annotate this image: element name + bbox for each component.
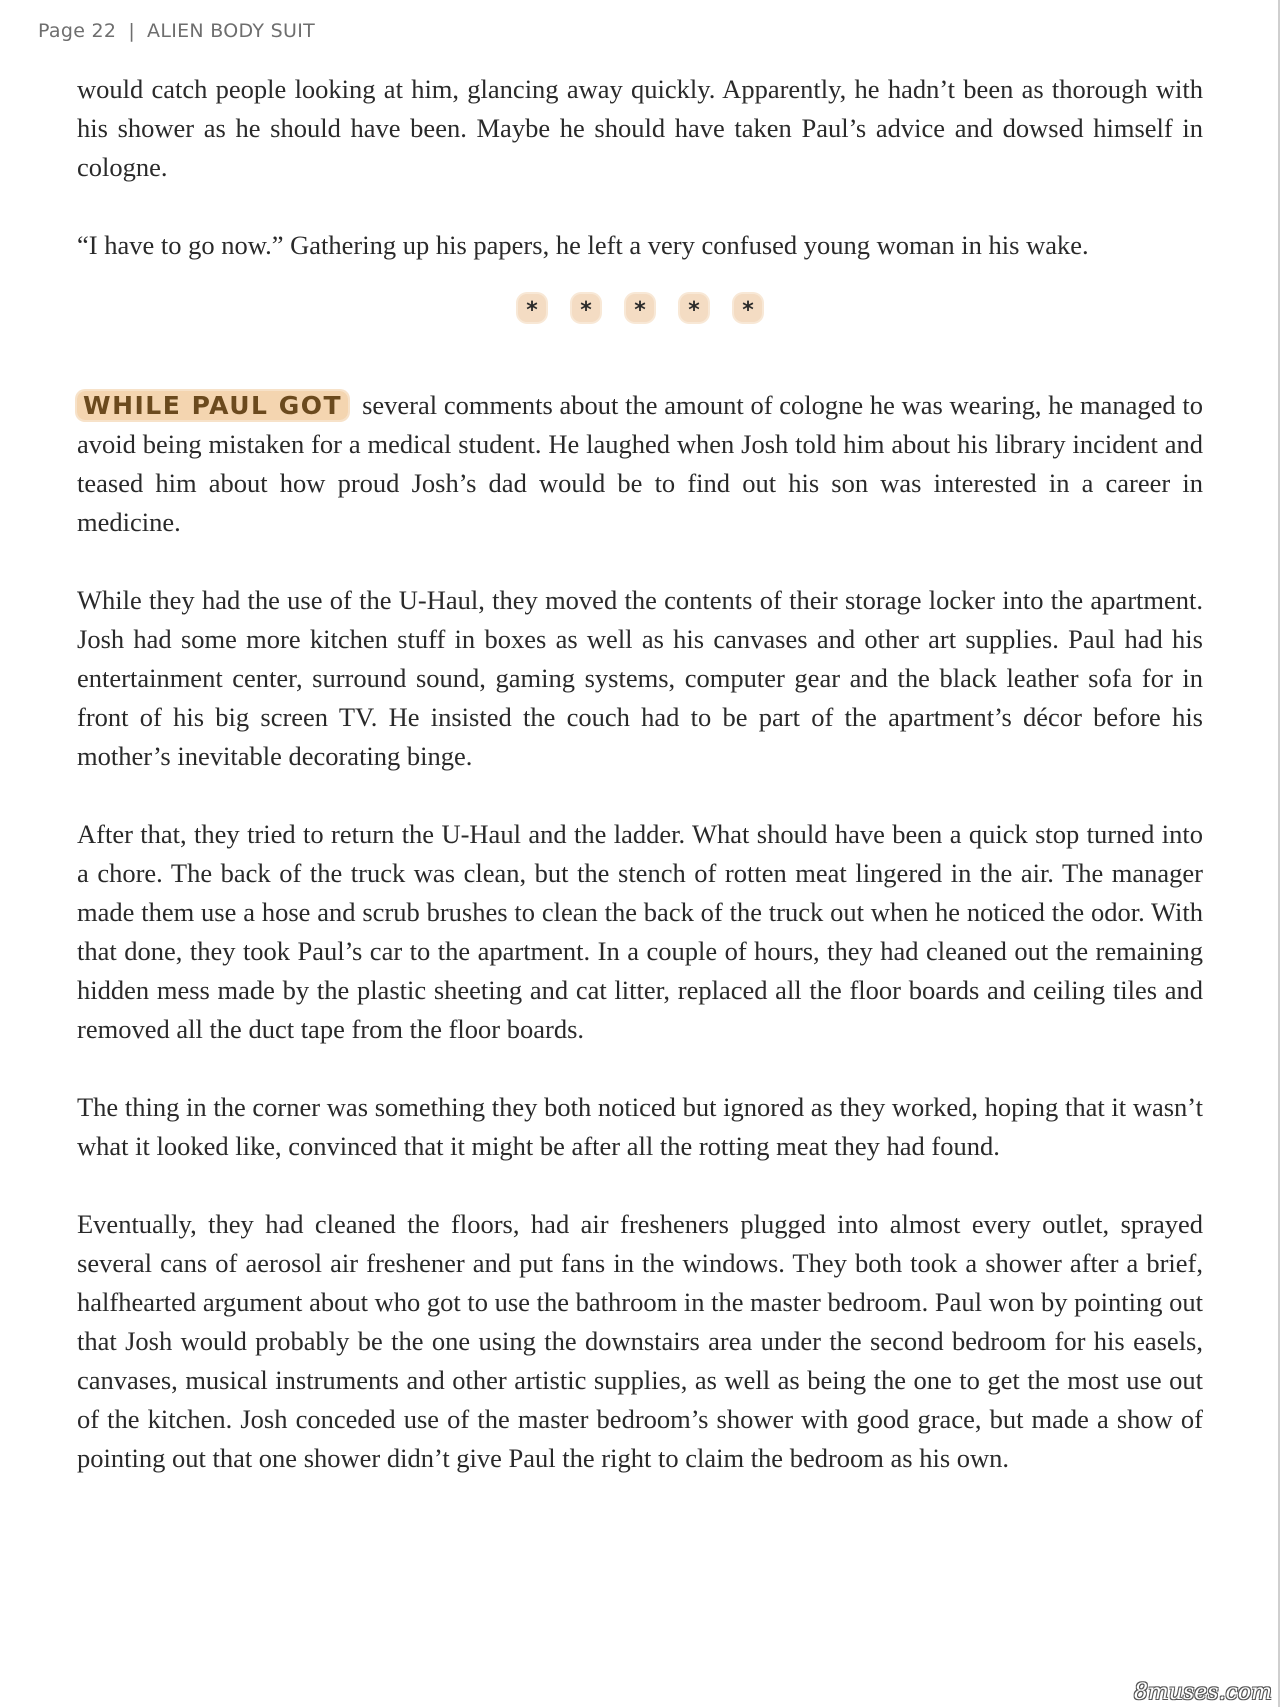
- paragraph-3-text: several comments about the amount of cologne he was wearing, he managed to avoid being mistaken for a medical student. He laughed when Josh told him about his library incident and teased him about how proud Josh’s dad would be to find out his son was interested in a career in medicine.: [77, 390, 1203, 537]
- asterisk-icon: *: [572, 294, 600, 322]
- asterisk-icon: *: [734, 294, 762, 322]
- paragraph-1: would catch people looking at him, glancing away quickly. Apparently, he hadn’t been as thorough with his shower as he should have been. Maybe he should have taken Paul’s advice and dowsed himself in cologne.: [77, 74, 1203, 182]
- running-header: [38, 20, 315, 42]
- site-watermark: 8muses.com: [1133, 1680, 1272, 1705]
- asterisk-icon: *: [680, 294, 708, 322]
- paragraph-5: After that, they tried to return the U-Haul and the ladder. What should have been a quick stop turned into a chore. The back of the truck was clean, but the stench of rotten meat lingered in the air. The manager made them use a hose and scrub brushes to clean the back of the truck out when he noticed the odor. With that done, they took Paul’s car to the apartment. In a couple of hours, they had cleaned out the remaining hidden mess made by the plastic sheeting and cat litter, replaced all the floor boards and ceiling tiles and removed all the duct tape from the floor boards.: [77, 819, 1203, 1044]
- page-number: Page 22: [38, 20, 117, 42]
- paragraph-2: “I have to go now.” Gathering up his papers, he left a very confused young woman in his wake.: [77, 230, 1089, 260]
- paragraph-6: The thing in the corner was something they both noticed but ignored as they worked, hoping that it wasn’t what it looked like, convinced that it might be after all the rotting meat they had found.: [77, 1092, 1203, 1161]
- asterisk-icon: *: [626, 294, 654, 322]
- asterisk-icon: *: [518, 294, 546, 322]
- header-separator: |: [128, 20, 136, 42]
- scene-break-divider: [77, 294, 1203, 328]
- paragraph-3: [77, 386, 1203, 542]
- page-body: [77, 70, 1203, 1517]
- book-title: ALIEN BODY SUIT: [147, 20, 316, 42]
- paragraph-4: While they had the use of the U-Haul, they moved the contents of their storage locker into the apartment. Josh had some more kitchen stuff in boxes as well as his canvases and other art supplies. Paul had his entertainment center, surround sound, gaming systems, computer gear and the black leather sofa for in front of his big screen TV. He insisted the couch had to be part of the apartment’s décor before his mother’s inevitable decorating binge.: [77, 585, 1203, 771]
- paragraph-7: Eventually, they had cleaned the floors, had air fresheners plugged into almost every outlet, sprayed several cans of aerosol air freshener and put fans in the windows. They both took a shower after a brief, halfhearted argument about who got to use the bathroom in the master bedroom. Paul won by pointing out that Josh would probably be the one using the downstairs area under the second bedroom for his easels, canvases, musical instruments and other artistic supplies, as well as being the one to get the most use out of the kitchen. Josh conceded use of the master bedroom’s shower with good grace, but made a show of pointing out that one shower didn’t give Paul the right to claim the bedroom as his own.: [77, 1209, 1203, 1473]
- section-lead-in: WHILE PAUL GOT: [77, 391, 348, 420]
